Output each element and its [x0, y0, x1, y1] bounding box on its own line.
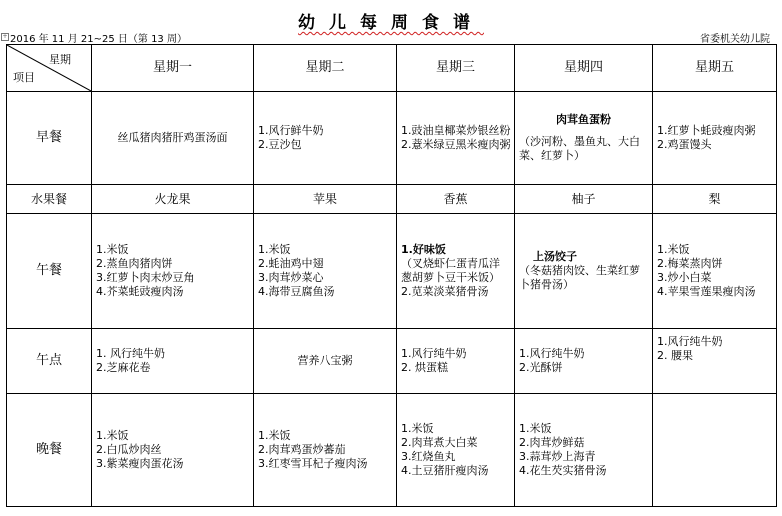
header-row — [7, 45, 777, 92]
snack-mon: 1. 风行纯牛奶 2.芝麻花卷 — [92, 329, 254, 394]
fruit-mon: 火龙果 — [92, 185, 254, 214]
school-name: 省委机关幼儿院 — [700, 34, 770, 45]
menu-table — [6, 44, 777, 507]
breakfast-wed: 1.豉油皇椰菜炒银丝粉 2.薏米绿豆黑米瘦肉粥 — [397, 92, 515, 185]
dinner-mon: 1.米饭 2.白瓜炒肉丝 3.紫菜瘦肉蛋花汤 — [92, 394, 254, 507]
day-header-thu: 星期四 — [515, 45, 653, 92]
dinner-row — [7, 394, 777, 507]
meal-label-dinner: 晚餐 — [7, 394, 92, 507]
breakfast-row — [7, 92, 777, 185]
date-range: 2016 年 11 月 21~25 日（第 13 周） — [10, 34, 187, 45]
breakfast-thu: 肉茸鱼蛋粉 （沙河粉、墨鱼丸、大白菜、红萝卜） — [515, 92, 653, 185]
lunch-row — [7, 214, 777, 329]
page-title: 幼儿每周食谱 — [298, 13, 484, 33]
meal-label-fruit: 水果餐 — [7, 185, 92, 214]
snack-tue: 营养八宝粥 — [254, 329, 397, 394]
corner-bottom-label: 项目 — [13, 71, 35, 84]
breakfast-mon: 丝瓜猪肉猪肝鸡蛋汤面 — [92, 92, 254, 185]
day-header-fri: 星期五 — [653, 45, 777, 92]
day-header-tue: 星期二 — [254, 45, 397, 92]
breakfast-tue: 1.风行鲜牛奶 2.豆沙包 — [254, 92, 397, 185]
snack-row — [7, 329, 777, 394]
fruit-tue: 苹果 — [254, 185, 397, 214]
table-anchor-icon[interactable]: + — [2, 33, 8, 40]
breakfast-fri: 1.红萝卜蚝豉瘦肉粥 2.鸡蛋馒头 — [653, 92, 777, 185]
dinner-fri — [653, 394, 777, 507]
fruit-fri: 梨 — [653, 185, 777, 214]
meal-label-breakfast: 早餐 — [7, 92, 92, 185]
dinner-thu: 1.米饭 2.肉茸炒鲜菇 3.蒜茸炒上海青 4.花生芡实猪骨汤 — [515, 394, 653, 507]
corner-cell — [7, 45, 92, 92]
snack-fri: 1.风行纯牛奶 2. 腰果 — [653, 329, 777, 394]
lunch-thu: 上汤饺子 （冬菇猪肉饺、生菜红萝卜猪骨汤） — [515, 214, 653, 329]
day-header-wed: 星期三 — [397, 45, 515, 92]
dinner-wed: 1.米饭 2.肉茸煮大白菜 3.红烧鱼丸 4.土豆猪肝瘦肉汤 — [397, 394, 515, 507]
fruit-wed: 香蕉 — [397, 185, 515, 214]
fruit-thu: 柚子 — [515, 185, 653, 214]
corner-top-label: 星期 — [49, 53, 71, 66]
dinner-tue: 1.米饭 2.肉茸鸡蛋炒蕃茄 3.红枣雪耳杞子瘦肉汤 — [254, 394, 397, 507]
meal-label-lunch: 午餐 — [7, 214, 92, 329]
snack-thu: 1.风行纯牛奶 2.光酥饼 — [515, 329, 653, 394]
meal-label-snack: 午点 — [7, 329, 92, 394]
lunch-fri: 1.米饭 2.梅菜蒸肉饼 3.炒小白菜 4.苹果雪莲果瘦肉汤 — [653, 214, 777, 329]
lunch-tue: 1.米饭 2.蚝油鸡中翅 3.肉茸炒菜心 4.海带豆腐鱼汤 — [254, 214, 397, 329]
snack-wed: 1.风行纯牛奶 2. 烘蛋糕 — [397, 329, 515, 394]
day-header-mon: 星期一 — [92, 45, 254, 92]
fruit-row — [7, 185, 777, 214]
lunch-mon: 1.米饭 2.蒸鱼肉猪肉饼 3.红萝卜肉末炒豆角 4.芥菜蚝豉瘦肉汤 — [92, 214, 254, 329]
lunch-wed: 1.好味饭 （叉烧虾仁蛋青瓜洋葱胡萝卜豆干米饭） 2.苋菜淡菜猪骨汤 — [397, 214, 515, 329]
